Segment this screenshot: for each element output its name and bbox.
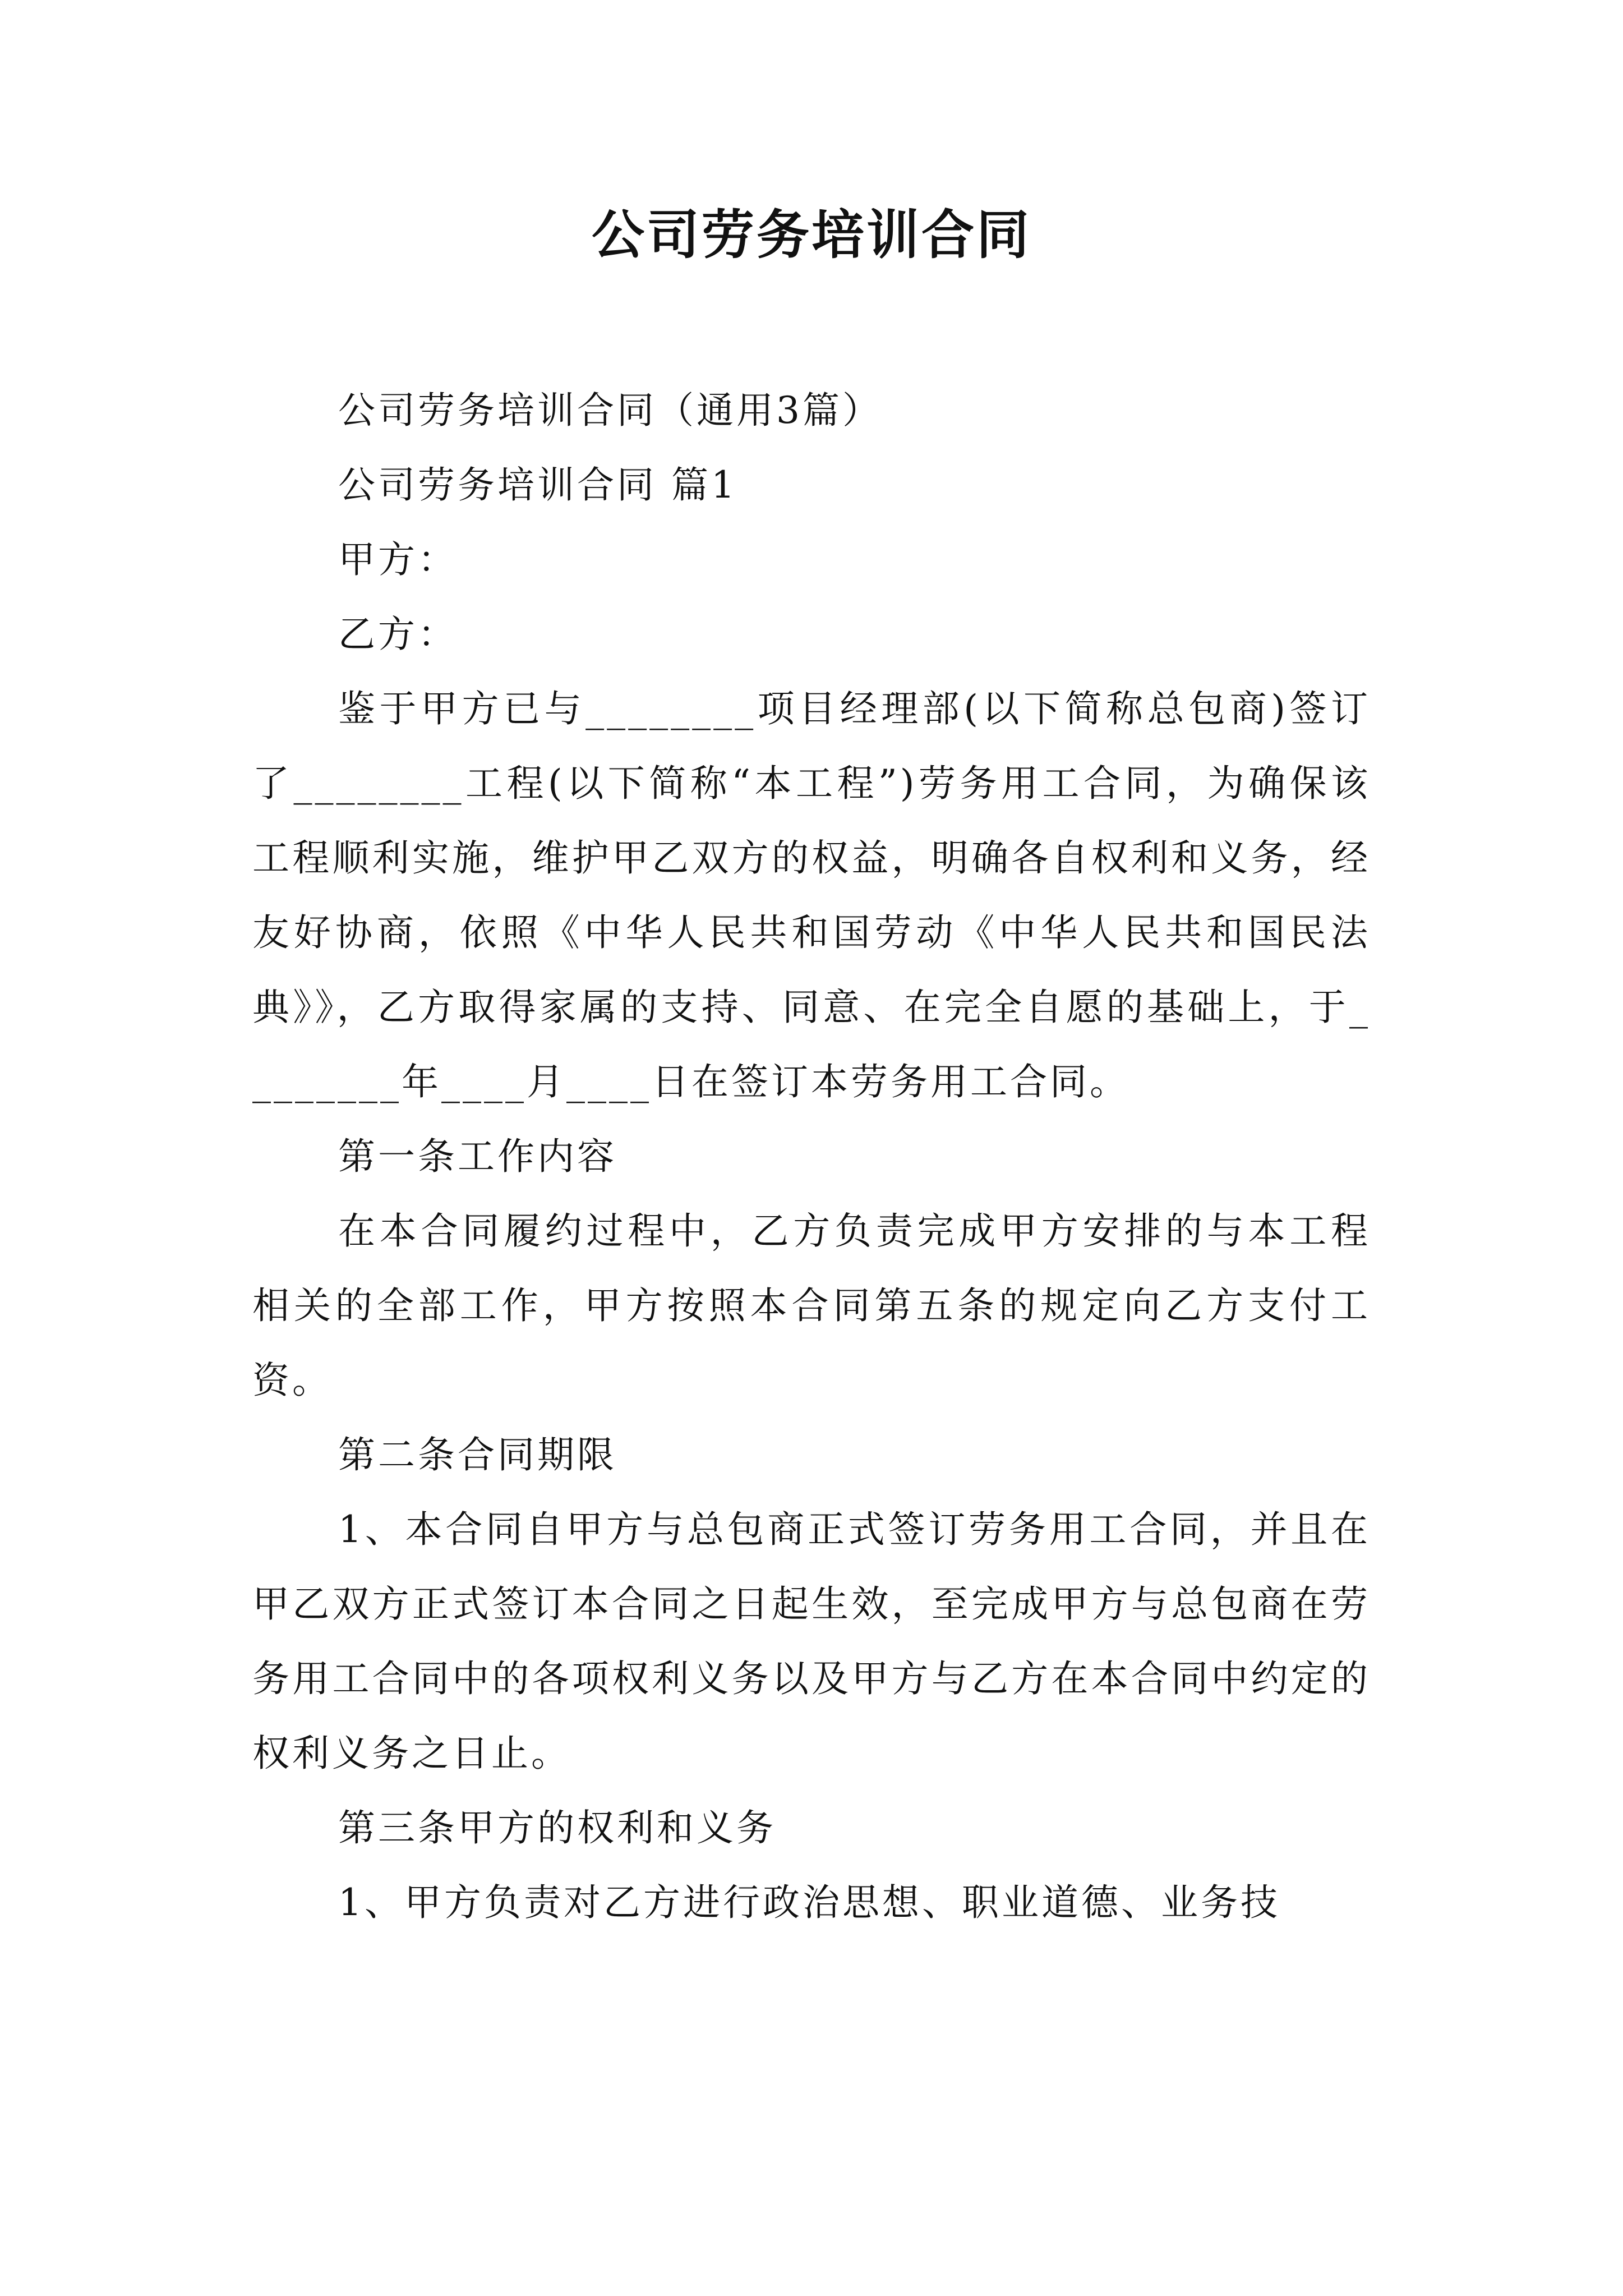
party-a-line: 甲方：: [338, 538, 458, 581]
party-b-line: 乙方：: [338, 613, 458, 656]
preamble-paragraph: 鉴于甲方已与________项目经理部(以下简称总包商)签订了________工程(以下简称“本工程”)劳务用工合同，为确保该工程顺利实施，维护甲乙双方的权益，明确各自权利和义务，经友好协商，依照《中华人民共和国劳动《中华人民共和国民法典》》，乙方取得家属的支持、同意、在完全自愿的基础上，于________年____月____日在签订本劳务用工合同。: [252, 687, 1371, 1103]
document-body: [252, 373, 1371, 1940]
article-1-body: 在本合同履约过程中，乙方负责完成甲方安排的与本工程相关的全部工作，甲方按照本合同第五条的规定向乙方支付工资。: [252, 1209, 1371, 1402]
article-2-body: 1、本合同自甲方与总包商正式签订劳务用工合同，并且在甲乙双方正式签订本合同之日起生效，至完成甲方与总包商在劳务用工合同中的各项权利义务以及甲方与乙方在本合同中约定的权利义务之日止。: [252, 1508, 1371, 1775]
article-3-heading: 第三条甲方的权利和义务: [338, 1806, 776, 1849]
document-title: 公司劳务培训合同: [591, 205, 1031, 266]
subtitle-paragraph: 公司劳务培训合同（通用3篇）: [338, 389, 882, 432]
article-1-heading: 第一条工作内容: [338, 1135, 617, 1178]
section-heading: 公司劳务培训合同 篇1: [338, 463, 737, 507]
article-3-body: 1、甲方负责对乙方进行政治思想、职业道德、业务技: [338, 1881, 1280, 1924]
article-2-heading: 第二条合同期限: [338, 1433, 617, 1476]
